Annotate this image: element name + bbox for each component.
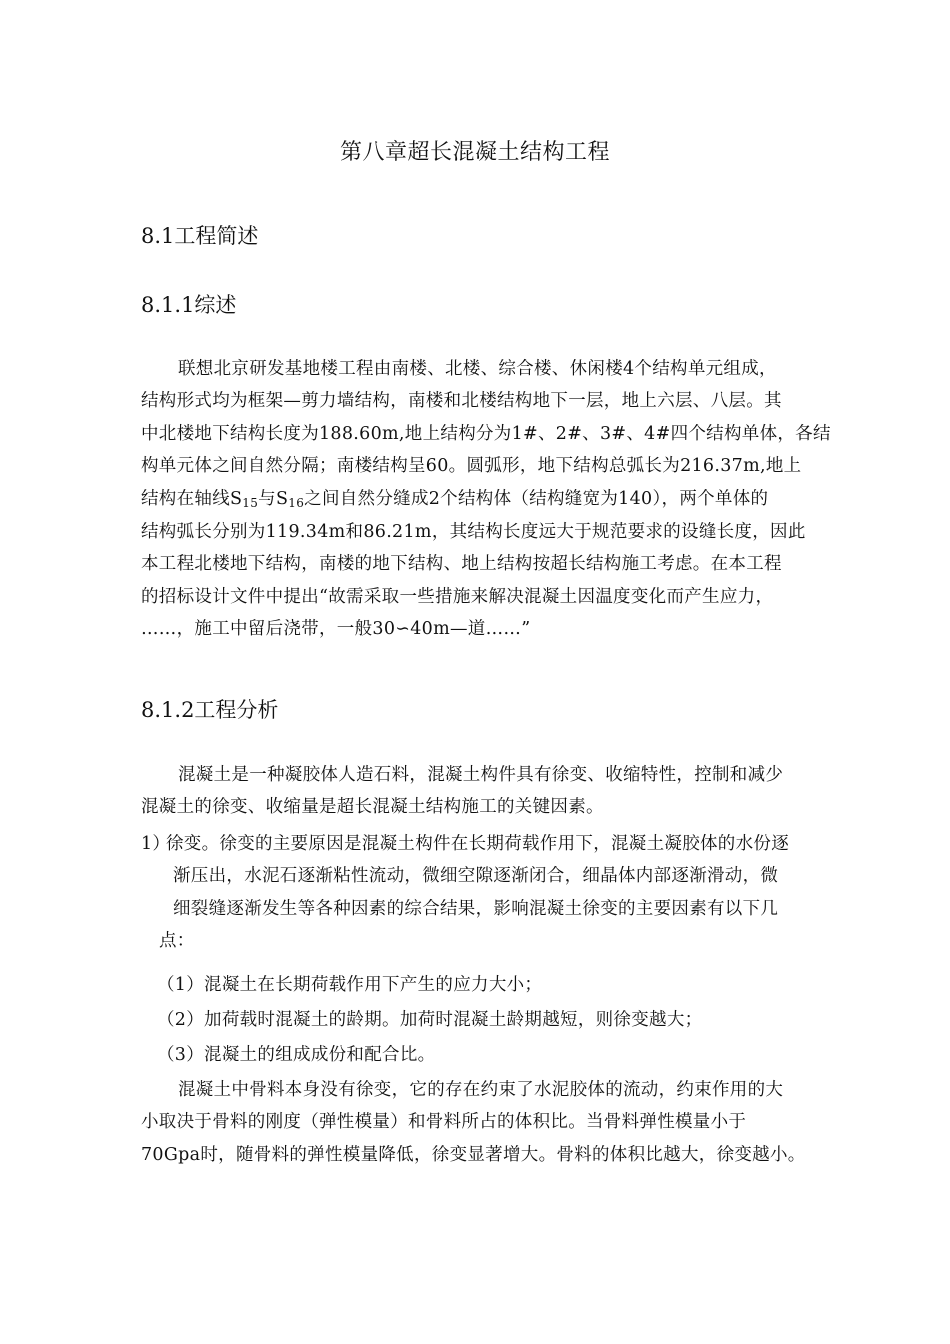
- section-heading-8-1-2: 8.1.2工程分析: [141, 698, 279, 722]
- section-heading-8-1-1: 8.1.1综述: [141, 293, 237, 317]
- overview-line: ……，施工中留后浇带，一般30∽40m—道……”: [141, 619, 531, 640]
- overview-line: 本工程北楼地下结构，南楼的地下结构、地上结构按超长结构施工考虑。在本工程: [141, 554, 782, 575]
- sub-item-1: （1）混凝土在长期荷载作用下产生的应力大小；: [157, 975, 543, 995]
- sub-item-2: （2）加荷载时混凝土的龄期。加荷时混凝土龄期越短，则徐变越大；: [157, 1010, 703, 1030]
- list-item-creep: [141, 828, 841, 958]
- axis-subscript: 15: [242, 495, 259, 510]
- aggregate-line: 小取决于骨料的刚度（弹性模量）和骨料所占的体积比。当骨料弹性模量小于: [141, 1112, 747, 1133]
- aggregate-line: 70Gpa时，随骨料的弹性模量降低，徐变显著增大。骨料的体积比越大，徐变越小。: [141, 1144, 806, 1165]
- overview-line: 构单元体之间自然分隔；南楼结构呈60。圆弧形，地下结构总弧长为216.37m,地上: [141, 456, 802, 477]
- overview-line: 联想北京研发基地楼工程由南楼、北楼、综合楼、休闲楼4个结构单元组成，: [178, 359, 777, 379]
- analysis-line: 混凝土是一种凝胶体人造石料，混凝土构件具有徐变、收缩特性，控制和减少: [178, 765, 784, 785]
- axis-subscript: 16: [288, 495, 305, 510]
- overview-line: 结构形式均为框架—剪力墙结构，南楼和北楼结构地下一层，地上六层、八层。其: [141, 391, 782, 412]
- overview-text: 与S: [258, 488, 289, 509]
- analysis-line: 混凝土的徐变、收缩量是超长混凝土结构施工的关键因素。: [141, 797, 604, 818]
- overview-paragraph: [141, 353, 841, 646]
- list-text: 渐压出，水泥石逐渐粘性流动，微细空隙逐渐闭合，细晶体内部逐渐滑动，微: [173, 866, 779, 887]
- list-text: 细裂缝逐渐发生等各种因素的综合结果，影响混凝土徐变的主要因素有以下几: [173, 898, 779, 919]
- list-number: 1）: [141, 834, 171, 854]
- list-text: 点：: [159, 931, 195, 952]
- section-heading-8-1: 8.1工程简述: [141, 224, 259, 248]
- chapter-title: 第八章超长混凝土结构工程: [339, 140, 610, 165]
- overview-line: 结构弧长分别为119.34m和86.21m，其结构长度远大于规范要求的设缝长度，因此: [141, 522, 806, 543]
- aggregate-paragraph: [141, 1074, 841, 1171]
- list-text: 徐变。徐变的主要原因是混凝土构件在长期荷载作用下，混凝土凝胶体的水份逐: [166, 834, 789, 854]
- aggregate-line: 混凝土中骨料本身没有徐变，它的存在约束了水泥胶体的流动，约束作用的大: [178, 1080, 784, 1100]
- analysis-paragraph: [141, 759, 841, 824]
- overview-text: 之间自然分缝成2个结构体（结构缝宽为140），两个单体的: [304, 488, 769, 509]
- overview-line: [141, 483, 841, 516]
- overview-line: 中北楼地下结构长度为188.60m,地上结构分为1#、2#、3#、4#四个结构单体，各结: [141, 423, 831, 444]
- overview-line: 的招标设计文件中提出“故需采取一些措施来解决混凝土因温度变化而产生应力，: [141, 586, 774, 607]
- overview-text: 结构在轴线S: [141, 488, 243, 509]
- sub-item-3: （3）混凝土的组成成份和配合比。: [157, 1045, 436, 1065]
